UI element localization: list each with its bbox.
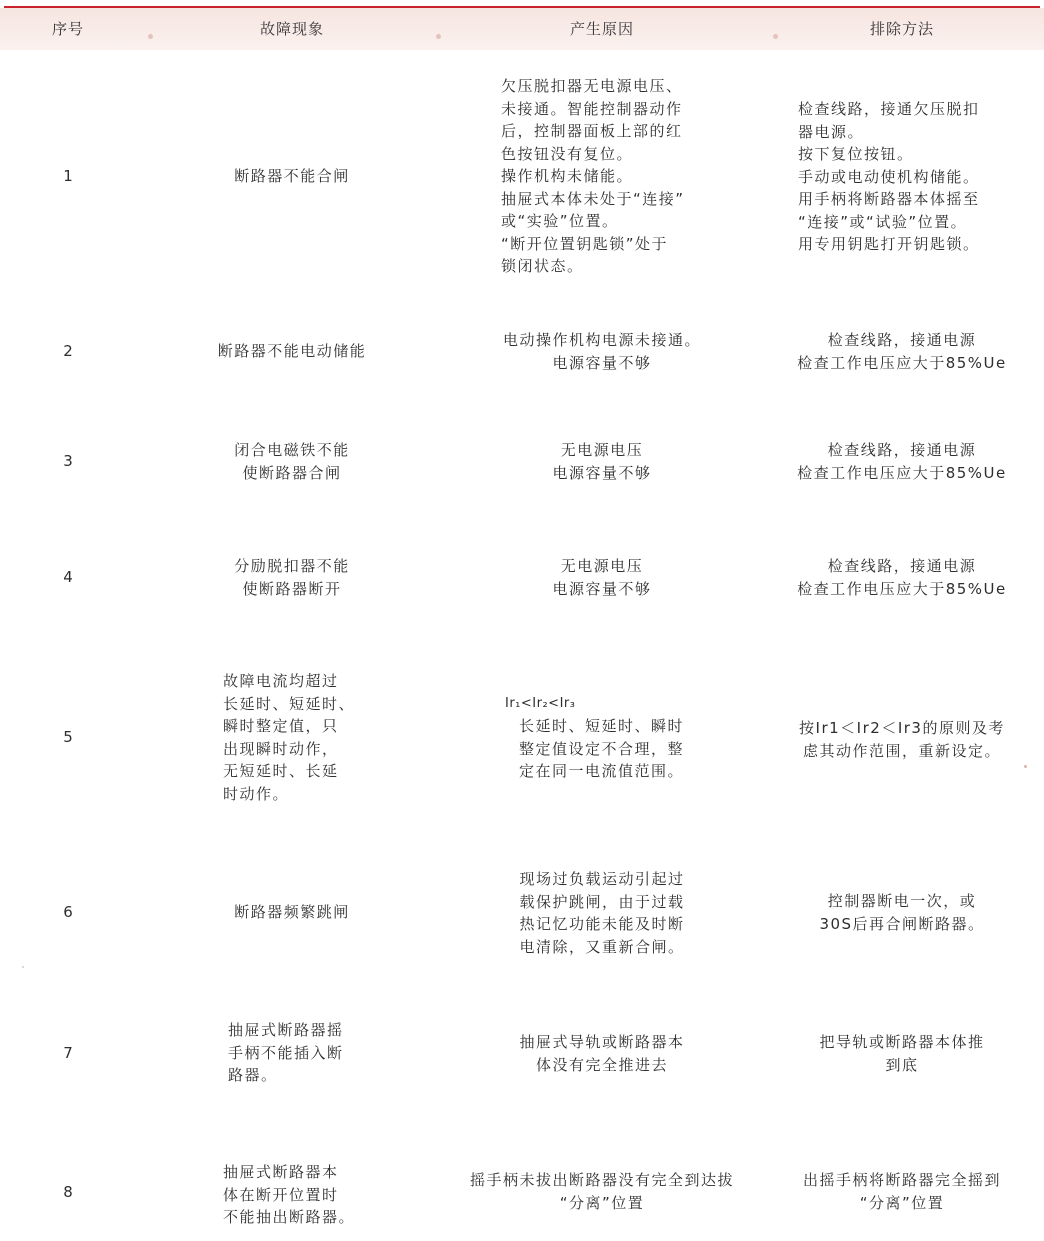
row-2-fix: 检查线路，接通电源 检查工作电压应大于85%Ue <box>797 331 1007 372</box>
header-symptom: 故障现象 <box>259 20 324 38</box>
row-8-cause: 摇手柄未拔出断路器没有完全到达拔 “分离”位置 <box>469 1171 734 1212</box>
row-5-number: 5 <box>63 728 73 746</box>
row-2-symptom: 断路器不能电动储能 <box>217 342 367 360</box>
scan-speck <box>22 966 24 968</box>
row-8-fix: 出摇手柄将断路器完全摇到 “分离”位置 <box>802 1171 1001 1212</box>
row-8-number: 8 <box>63 1183 73 1201</box>
scan-speck <box>1024 765 1027 768</box>
row-5-fix: 按Ir1＜Ir2＜Ir3的原则及考 虑其动作范围，重新设定。 <box>799 719 1005 760</box>
row-3-symptom: 闭合电磁铁不能 使断路器合闸 <box>234 441 350 482</box>
row-1-symptom: 断路器不能合闸 <box>234 167 350 185</box>
row-2-number: 2 <box>63 342 73 360</box>
row-5-symptom: 故障电流均超过 长延时、短延时、 瞬时整定值，只 出现瞬时动作， 无短延时、长延 时动作。 <box>223 672 356 803</box>
row-5-cause-formula: Ir₁<Ir₂<Ir₃ <box>505 696 576 711</box>
row-6-cause: 现场过负载运动引起过 载保护跳闸，由于过载 热记忆功能未能及时断 电清除，又重新合闸。 <box>519 870 685 956</box>
row-1-number: 1 <box>63 167 73 185</box>
row-7-number: 7 <box>63 1044 73 1062</box>
header-separator <box>773 34 778 39</box>
row-3-fix: 检查线路，接通电源 检查工作电压应大于85%Ue <box>797 441 1007 482</box>
header-separator <box>148 34 153 39</box>
row-6-number: 6 <box>63 903 73 921</box>
row-4-cause: 无电源电压 电源容量不够 <box>552 557 652 598</box>
row-1-fix: 检查线路，接通欠压脱扣 器电源。 按下复位按钮。 手动或电动使机构储能。 用手柄将断路器本体摇至 “连接”或“试验”位置。 用专用钥匙打开钥匙锁。 <box>798 100 980 253</box>
row-8-symptom: 抽屉式断路器本 体在断开位置时 不能抽出断路器。 <box>223 1163 356 1226</box>
header-fix: 排除方法 <box>869 20 934 38</box>
row-6-fix: 控制器断电一次，或 30S后再合闸断路器。 <box>819 892 985 933</box>
row-5-cause: 长延时、短延时、瞬时 整定值设定不合理，整 定在同一电流值范围。 <box>519 717 685 780</box>
row-7-symptom: 抽屉式断路器摇 手柄不能插入断 路器。 <box>228 1021 344 1084</box>
header-separator <box>436 34 441 39</box>
row-2-cause: 电动操作机构电源未接通。 电源容量不够 <box>502 331 701 372</box>
row-4-fix: 检查线路，接通电源 检查工作电压应大于85%Ue <box>797 557 1007 598</box>
row-4-number: 4 <box>63 568 73 586</box>
row-7-cause: 抽屉式导轨或断路器本 体没有完全推进去 <box>519 1033 685 1074</box>
header-cause: 产生原因 <box>569 20 634 38</box>
row-3-cause: 无电源电压 电源容量不够 <box>552 441 652 482</box>
row-4-symptom: 分励脱扣器不能 使断路器断开 <box>234 557 350 598</box>
header-no: 序号 <box>51 20 84 38</box>
row-7-fix: 把导轨或断路器本体推 到底 <box>819 1033 985 1074</box>
row-3-number: 3 <box>63 452 73 470</box>
row-6-symptom: 断路器频繁跳闸 <box>234 903 350 921</box>
row-1-cause: 欠压脱扣器无电源电压、 未接通。智能控制器动作 后，控制器面板上部的红 色按钮没有复位。 操作机构未储能。 抽屉式本体未处于“连接” 或“实验”位置。 “断开位置钥匙锁”处于 锁闭状态。 <box>501 77 685 275</box>
